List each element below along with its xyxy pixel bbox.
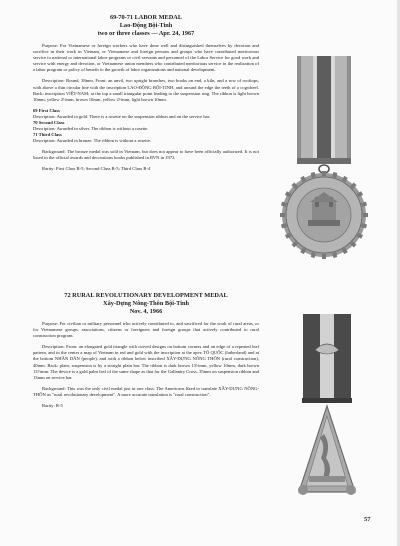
first-class-heading: 69 First Class (33, 107, 60, 113)
labor-medal-native-name: Lao-Động Bội-Tinh (119, 22, 173, 29)
labor-medal-section (33, 14, 259, 172)
labor-medal-description: Description: Round, 38mm. Front: an anvil, two upright branches, two books on end, a kiln, and a row of rooftops, with above a thin circular line with the inscription LAO-ĐỘNG BỘI-TINH, and around the edge the teeth of a cogwheel. Back: inscription VIỆT-NAM; at the top a small triangular point leading to the suspension ring. The ribbon is light brown 10mm, yellow 2½mm, brown 10mm, yellow 2½mm, light brown 10mm. (33, 78, 259, 102)
rural-medal-description: Description: From: an elongated gold triangle with curved designs on bottom corners and an edge of a repeated leaf pattern, and in the center a map of Vietnam in red and gold with the inscription at the apex TỔ QUỐC (fatherland) and at the bottom NHÂN DÂN (people), and with a ribbon below inscribed XÂY-DỰNG NÔNG THÔN (rural construction), 40mm. Back: plain; suspension is by a straight plain bar. The ribbon is dark brown 13½mm, yellow 10mm, dark brown 13½mm. The device is a gold palm leaf of the same shape as that for the Gallantry Cross, 35mm on suspension ribbon and 13mm on service bar. (33, 344, 259, 380)
second-class-desc: Description: Awarded in silver. The ribbon is without a rosette. (33, 125, 149, 131)
rural-medal-background: Background: This was the only civil medal just in one class. The Americans liked to translate XÂY-DỰNG NÔNG-THÔN as "rural revolutionary development". A more accurate translation is "rural construction". (33, 385, 259, 397)
second-class-heading: 70 Second Class (33, 119, 65, 125)
rural-medal-subtitle: Nov. 4, 1966 (129, 308, 163, 315)
labor-medal-rarity: Rarity: First Class R-5; Second Class R-5; Third Class R-4 (42, 166, 151, 172)
rural-medal-title: 72 RURAL REVOLUTIONARY DEVELOPMENT MEDAL (64, 292, 228, 299)
page-number: 57 (364, 516, 371, 523)
rural-development-medal-section (33, 292, 259, 409)
third-class-desc: Description: Awarded in bronze. The ribbon is without a rosette. (33, 138, 152, 144)
labor-medal-purpose: Purpose: For Vietnamese or foreign workers who have done well and distinguished themselves by devotion and sacrifice in their work in Vietnam, or Vietnamese and foreign persons and groups who have contributed meritorious service to national or international labor programs or civil servants and personnel of the Labor Service for good work and service with energy and devotion, or Vietnamese union members who contributed meritorious service to the realization of a labor program or policy of benefit to the growth of labor organizations and national development. (33, 43, 259, 73)
labor-medal-subtitle: two or three classes — Apr. 24, 1967 (97, 30, 195, 37)
labor-medal-background: Background: The bronze medal was sold in Vietnam, but does not appear to have been officially authorized. It is not listed in the official awards and decorations books published in RVN in 1972. (33, 149, 259, 161)
labor-medal-title: 69-70-71 LABOR MEDAL (109, 14, 183, 21)
rural-medal-purpose: Purpose: For civilian or military personnel who actively contributed to, and sacrificed for the work of rural areas, or for Vietnamese groups, associations, citizens or foreigners and foreign groups that actively contributed to rural construction program. (33, 321, 259, 339)
labor-medal-image (279, 52, 369, 272)
rural-medal-rarity: Rarity: R-5 (42, 403, 63, 409)
first-class-desc: Description: Awarded in gold. There is a rosette on the suspension ribbon and on the service bar. (33, 113, 211, 119)
rural-medal-native-name: Xây-Dựng Nông-Thôn Bội-Tinh (103, 300, 189, 307)
third-class-heading: 71 Third Class (33, 132, 62, 138)
rural-development-medal-image (293, 312, 361, 500)
